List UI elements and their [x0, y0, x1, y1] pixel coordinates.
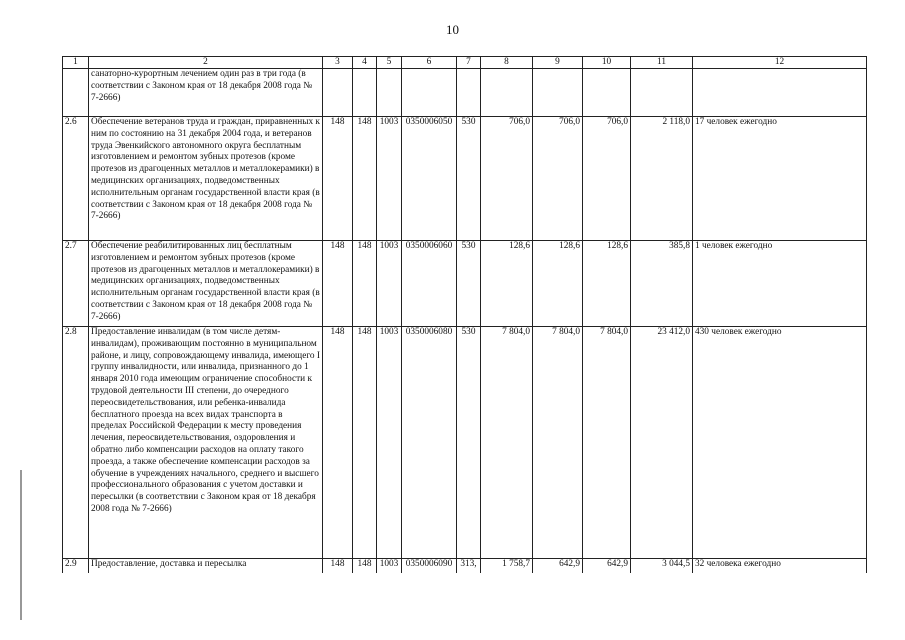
table-cell: 128,6 [533, 241, 583, 327]
table-cell: 128,6 [583, 241, 631, 327]
table-cell: 385,8 [631, 241, 693, 327]
table-cell: 148 [323, 559, 353, 573]
column-header: 1 [63, 57, 89, 69]
column-header-row [63, 57, 867, 69]
table-cell [583, 69, 631, 117]
table-cell: 148 [353, 327, 377, 559]
table-cell: 148 [323, 241, 353, 327]
table-cell: 2 118,0 [631, 117, 693, 241]
table-cell: 7 804,0 [481, 327, 533, 559]
row-number-cell: 2.8 [63, 327, 89, 559]
table-cell [402, 69, 457, 117]
table-row [63, 69, 867, 117]
table-cell: 706,0 [583, 117, 631, 241]
column-header: 5 [377, 57, 402, 69]
table-cell: 430 человек ежегодно [693, 327, 867, 559]
table-cell: 17 человек ежегодно [693, 117, 867, 241]
column-header: 9 [533, 57, 583, 69]
table-cell [353, 69, 377, 117]
page-number: 10 [446, 22, 459, 37]
column-header: 12 [693, 57, 867, 69]
table-cell: 7 804,0 [583, 327, 631, 559]
description-cell: Предоставление, доставка и пересылка [89, 559, 323, 573]
table-cell: 1003 [377, 241, 402, 327]
column-header: 2 [89, 57, 323, 69]
table-cell: 1003 [377, 327, 402, 559]
table-cell [631, 69, 693, 117]
table-cell: 642,9 [533, 559, 583, 573]
table-row [63, 559, 867, 573]
table-cell [533, 69, 583, 117]
table-cell: 530 [457, 117, 481, 241]
column-header: 10 [583, 57, 631, 69]
table-cell: 148 [323, 117, 353, 241]
table-cell: 1003 [377, 559, 402, 573]
table-cell [457, 69, 481, 117]
table-cell: 3 044,5 [631, 559, 693, 573]
table-cell: 148 [323, 327, 353, 559]
table-row [63, 241, 867, 327]
table-cell: 706,0 [481, 117, 533, 241]
table-cell [323, 69, 353, 117]
row-number-cell [63, 69, 89, 117]
table-cell: 1 758,7 [481, 559, 533, 573]
table-cell: 706,0 [533, 117, 583, 241]
table-cell: 642,9 [583, 559, 631, 573]
column-header: 3 [323, 57, 353, 69]
table-row [63, 117, 867, 241]
table-cell: 32 человека ежегодно [693, 559, 867, 573]
description-cell: Обеспечение реабилитированных лиц бесплатным изготовлением и ремонтом зубных протезов (кроме протезов из драгоценных металлов и металлокерамики) в медицинских организациях, подведомственных исполнительным органам государственной власти края (в соответствии с Законом края от 18 декабря 2008 года № 7-2666) [89, 241, 323, 327]
row-number-cell: 2.9 [63, 559, 89, 573]
table-cell: 148 [353, 117, 377, 241]
table-cell: 23 412,0 [631, 327, 693, 559]
table-cell: 148 [353, 559, 377, 573]
table-cell: 1 человек ежегодно [693, 241, 867, 327]
row-number-cell: 2.6 [63, 117, 89, 241]
table-cell: 530 [457, 241, 481, 327]
table-cell: 313, [457, 559, 481, 573]
column-header: 11 [631, 57, 693, 69]
table-cell: 128,6 [481, 241, 533, 327]
description-cell: Обеспечение ветеранов труда и граждан, приравненных к ним по состоянию на 31 декабря 2004 года, и ветеранов труда Эвенкийского автономного округа бесплатным изготовлением и ремонтом зубных протезов (кроме протезов из драгоценных металлов и металлокерамики) в медицинских организациях, подведомственных исполнительным органам государственной власти края (в соответствии с Законом края от 18 декабря 2008 года № 7-2666) [89, 117, 323, 241]
column-header: 6 [402, 57, 457, 69]
column-header: 4 [353, 57, 377, 69]
table-row [63, 327, 867, 559]
column-header: 8 [481, 57, 533, 69]
table-cell: 530 [457, 327, 481, 559]
table-cell: 0350006060 [402, 241, 457, 327]
table-cell [377, 69, 402, 117]
row-number-cell: 2.7 [63, 241, 89, 327]
table-cell: 1003 [377, 117, 402, 241]
budget-table [62, 56, 867, 573]
table-cell: 0350006080 [402, 327, 457, 559]
table-cell: 0350006090 [402, 559, 457, 573]
description-cell: санаторно-курортным лечением один раз в три года (в соответствии с Законом края от 18 декабря 2008 года № 7-2666) [89, 69, 323, 117]
table-cell [693, 69, 867, 117]
scan-edge-mark [20, 470, 22, 620]
description-cell: Предоставление инвалидам (в том числе детям-инвалидам), проживающим постоянно в муниципальном районе, и лицу, сопровождающему инвалида, имеющего I группу инвалидности, или инвалида, признанного до 1 января 2010 года имеющим ограничение способности к трудовой деятельности III степени, до очередного переосвидетельствования, или ребенка-инвалида бесплатного проезда на всех видах транспорта в пределах Российской Федерации к месту проведения лечения, переосвидетельствования, оздоровления и обратно либо компенсации расходов на оплату такого проезда, а также обеспечение компенсации расходов за обучение в учреждениях начального, среднего и высшего профессионального образования с учетом доставки и пересылки (в соответствии с Законом края от 18 декабря 2008 года № 7-2666) [89, 327, 323, 559]
table-cell: 0350006050 [402, 117, 457, 241]
table-cell: 148 [353, 241, 377, 327]
column-header: 7 [457, 57, 481, 69]
table-cell: 7 804,0 [533, 327, 583, 559]
table-cell [481, 69, 533, 117]
